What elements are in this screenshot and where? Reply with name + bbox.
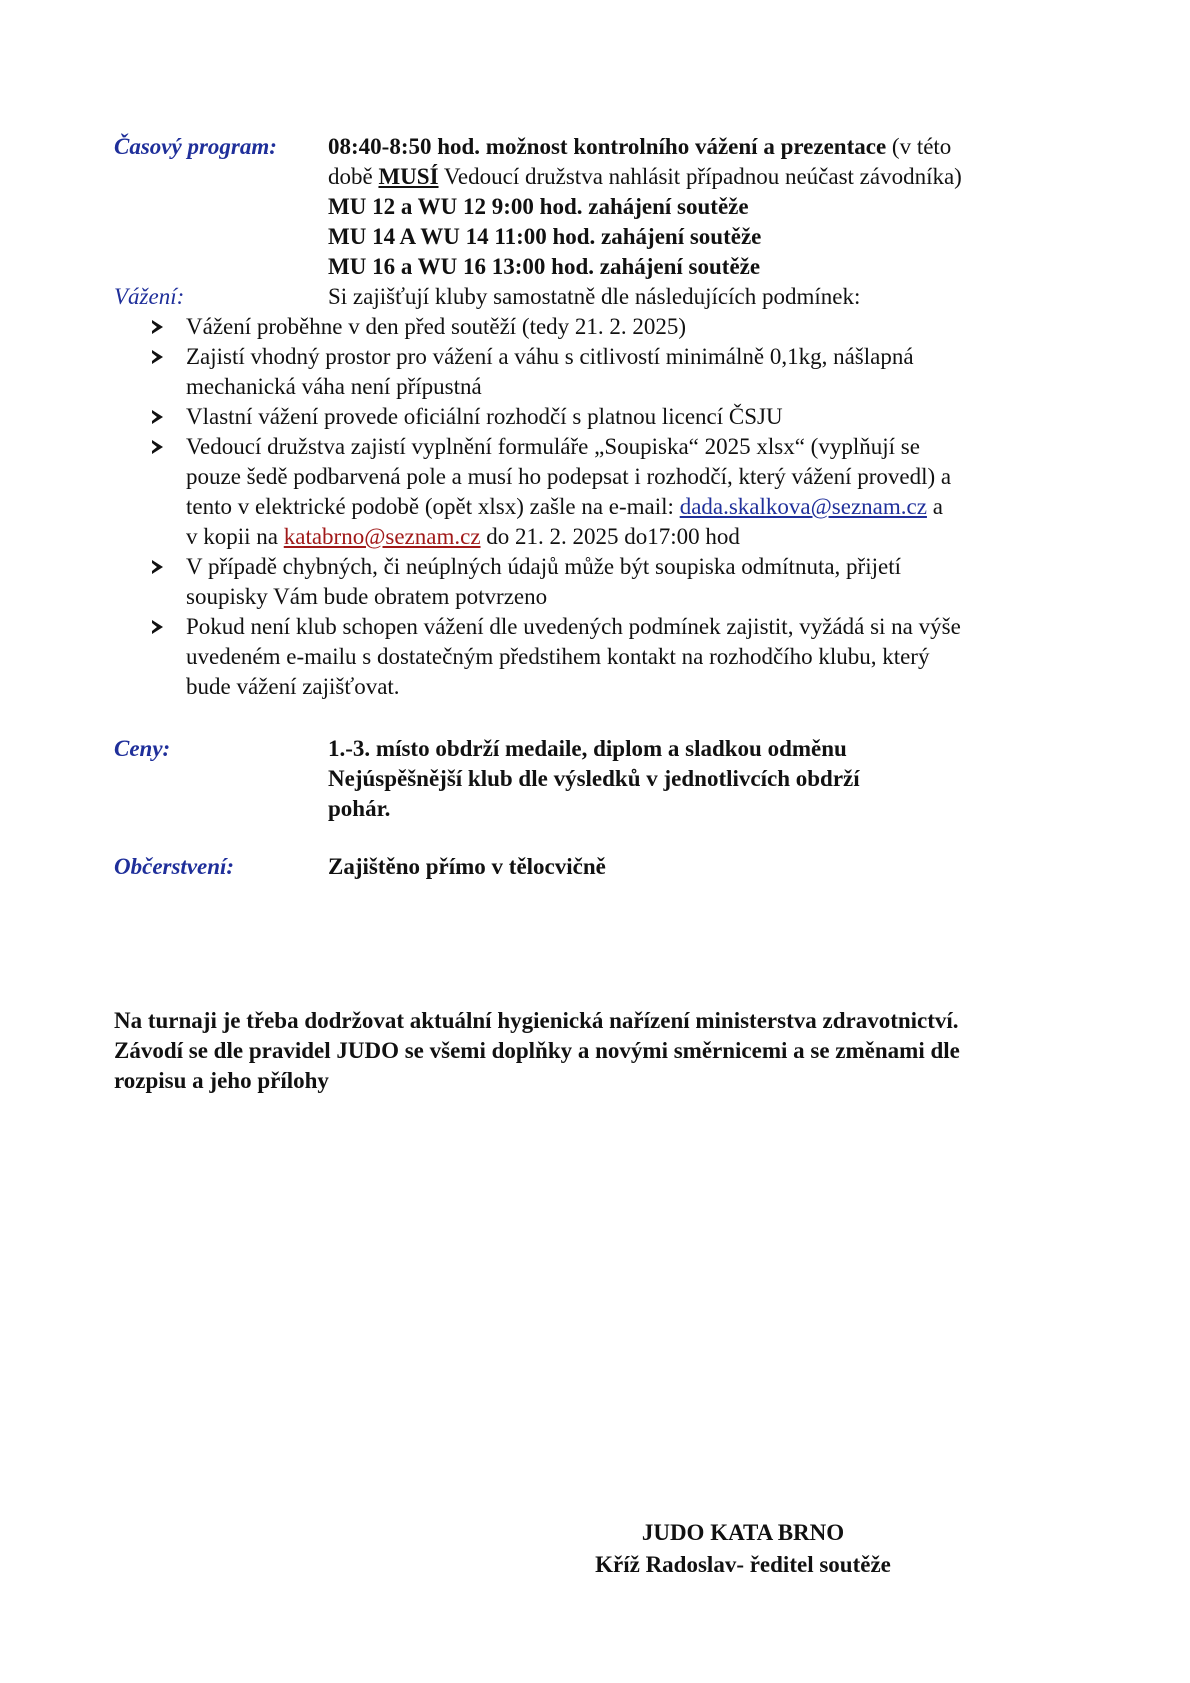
weighing-item-2-line-2: mechanická váha není přípustná: [186, 374, 482, 399]
weighing-item-4-line-1: Vedoucí družstva zajistí vyplnění formuláře „Soupiska“ 2025 xlsx“ (vyplňují se: [186, 434, 920, 459]
weighing-item-4-line-3: [186, 492, 943, 522]
weighing-item-6-line-3: bude vážení zajišťovat.: [186, 674, 400, 699]
musi-emphasis: MUSÍ: [378, 164, 439, 189]
weighing-item-4-line-4: [186, 522, 740, 552]
schedule-line-2-rest: Vedoucí družstva nahlásit případnou neúčast závodníka): [438, 164, 962, 189]
email-line-end: a: [926, 494, 943, 519]
weighing-item-2-line-1: Zajistí vhodný prostor pro vážení a váhu s citlivostí minimálně 0,1kg, nášlapná: [186, 344, 914, 369]
schedule-label: Časový program:: [114, 134, 277, 159]
weighing-item-1: Vážení proběhne v den před soutěží (tedy 21. 2. 2025): [186, 314, 687, 339]
email-link-katabrno[interactable]: katabrno@seznam.cz: [283, 524, 481, 549]
weighing-item-5-line-2: soupisky Vám bude obratem potvrzeno: [186, 584, 548, 609]
refreshment-text: Zajištěno přímo v tělocvičně: [328, 854, 606, 879]
weighing-item-3: Vlastní vážení provede oficiální rozhodčí s platnou licencí ČSJU: [186, 404, 783, 429]
prizes-club-line-2: pohár.: [328, 796, 391, 821]
schedule-line-1-rest: (v této: [886, 134, 952, 159]
schedule-line-1: [328, 132, 951, 162]
refreshment-label: Občerstvení:: [114, 854, 235, 879]
copy-to-text: v kopii na: [186, 524, 284, 549]
arrow-bullet-icon: [152, 620, 163, 634]
prizes-club-line-1: Nejúspěšnější klub dle výsledků v jednotlivcích obdrží: [328, 766, 860, 791]
signature-organization: JUDO KATA BRNO: [641, 1520, 845, 1545]
weighing-item-5-line-1: V případě chybných, či neúplných údajů může být soupiska odmítnuta, přijetí: [186, 554, 901, 579]
weighing-item-4-line-2: pouze šedě podbarvená pole a musí ho podepsat i rozhodčí, který vážení provedl) a: [186, 464, 952, 489]
schedule-u14: MU 14 A WU 14 11:00 hod. zahájení soutěže: [328, 224, 762, 249]
schedule-u12: MU 12 a WU 12 9:00 hod. zahájení soutěže: [328, 194, 749, 219]
notice-line-3: rozpisu a jeho přílohy: [114, 1068, 329, 1093]
notice-line-1: Na turnaji je třeba dodržovat aktuální hygienická nařízení ministerstva zdravotnictví.: [114, 1008, 959, 1033]
prizes-medals: 1.-3. místo obdrží medaile, diplom a sladkou odměnu: [328, 736, 847, 761]
schedule-u16: MU 16 a WU 16 13:00 hod. zahájení soutěže: [328, 254, 761, 279]
weighing-intro: Si zajišťují kluby samostatně dle následujících podmínek:: [328, 284, 861, 309]
notice-line-2: Závodí se dle pravidel JUDO se všemi doplňky a novými směrnicemi a se změnami dle: [114, 1038, 960, 1063]
email-link-dada[interactable]: dada.skalkova@seznam.cz: [679, 494, 927, 519]
arrow-bullet-icon: [152, 560, 163, 574]
deadline-text: do 21. 2. 2025 do17:00 hod: [480, 524, 740, 549]
schedule-time-range: 08:40-8:50 hod. možnost kontrolního vážení a prezentace: [328, 134, 887, 159]
schedule-line-2: [328, 162, 962, 192]
email-instruction-text: tento v elektrické podobě (opět xlsx) zašle na e-mail:: [186, 494, 680, 519]
weighing-item-6-line-1: Pokud není klub schopen vážení dle uvedených podmínek zajistit, vyžádá si na výše: [186, 614, 961, 639]
arrow-bullet-icon: [152, 350, 163, 364]
prizes-label: Ceny:: [114, 736, 171, 761]
weighing-item-6-line-2: uvedeném e-mailu s dostatečným předstihem kontakt na rozhodčího klubu, který: [186, 644, 930, 669]
arrow-bullet-icon: [152, 410, 163, 424]
signature-person: Kříž Radoslav- ředitel soutěže: [595, 1552, 891, 1577]
arrow-bullet-icon: [152, 440, 163, 454]
schedule-line-2-pre: době: [328, 164, 379, 189]
arrow-bullet-icon: [152, 320, 163, 334]
weighing-label: Vážení:: [114, 284, 185, 309]
